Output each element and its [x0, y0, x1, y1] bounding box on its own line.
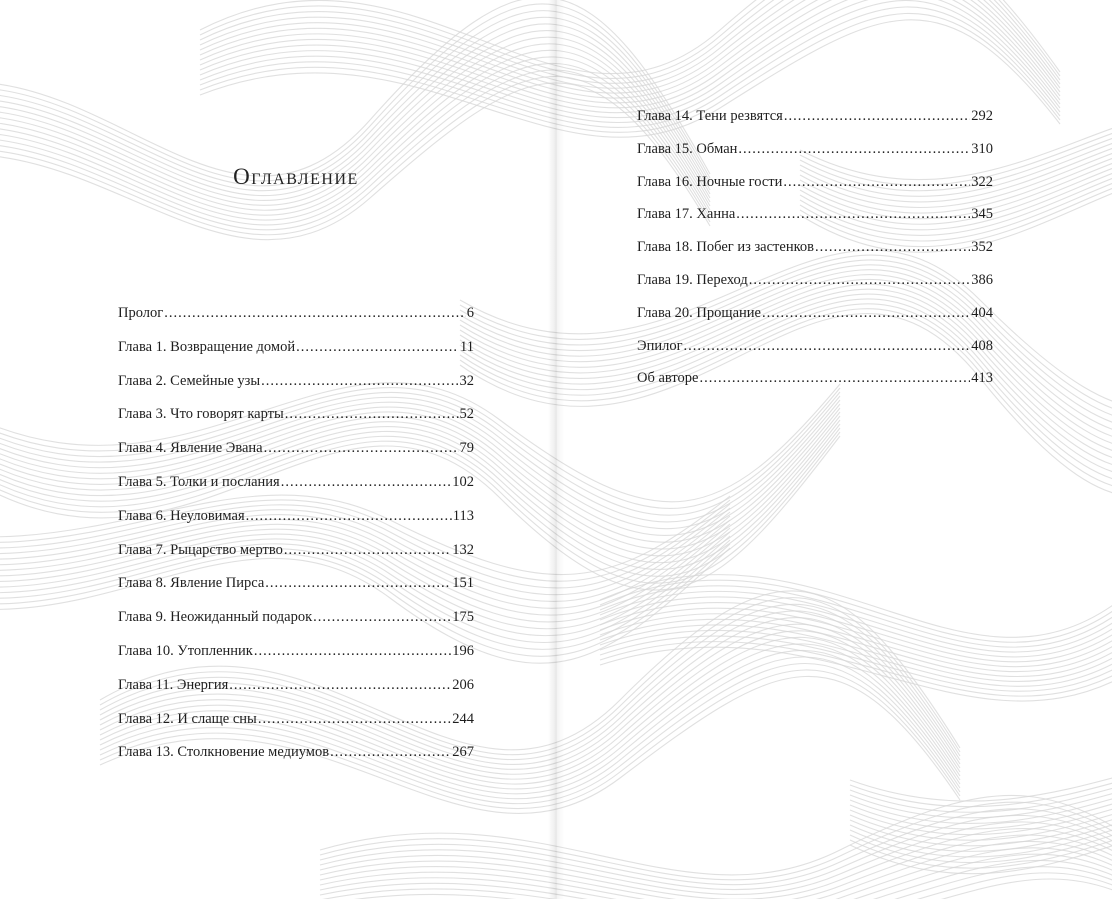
toc-entry-page: 292 [971, 108, 993, 124]
dot-leader [684, 338, 971, 355]
toc-entry [637, 141, 993, 174]
toc-entry-page: 32 [459, 372, 474, 389]
toc-right-page [637, 108, 993, 403]
toc-entry [637, 206, 993, 239]
toc-entry [118, 609, 474, 643]
toc-entry-label: Глава 12. И слаще сны [118, 710, 257, 727]
dot-leader [783, 174, 970, 191]
dot-leader [313, 609, 451, 626]
toc-entry-label: Глава 11. Энергия [118, 676, 229, 693]
toc-entry-page: 102 [452, 473, 474, 490]
toc-entry-label: Глава 10. Утопленник [118, 642, 253, 659]
toc-entry-label: Глава 1. Возвращение домой [118, 338, 296, 355]
toc-entry-label: Глава 15. Обман [637, 140, 738, 157]
toc-entry-page: 322 [971, 173, 993, 190]
toc-entry-page: 79 [459, 440, 474, 457]
pattern-line [320, 795, 1112, 874]
toc-entry-page: 310 [971, 140, 993, 157]
toc-entry-label: Глава 16. Ночные гости [637, 173, 783, 190]
toc-entry [118, 542, 474, 576]
dot-leader [749, 272, 971, 289]
toc-entry-label: Глава 19. Переход [637, 271, 748, 288]
toc-entry-page: 175 [452, 609, 474, 626]
toc-entry [118, 508, 474, 542]
toc-entry-page: 113 [452, 507, 474, 524]
toc-entry-page: 404 [971, 304, 993, 321]
dot-leader [738, 141, 970, 158]
toc-entry-page: 6 [466, 305, 474, 321]
pattern-line [320, 815, 1112, 889]
toc-entry-page: 151 [452, 575, 474, 592]
dot-leader [265, 575, 451, 592]
dot-leader [784, 108, 970, 125]
dot-leader [229, 677, 451, 694]
toc-entry-label: Глава 3. Что говорят карты [118, 406, 284, 423]
dot-leader [264, 440, 459, 457]
toc-entry-label: Эпилог [637, 337, 683, 354]
toc-entry-label: Глава 5. Толки и послания [118, 473, 280, 490]
pattern-line [600, 603, 1112, 701]
toc-entry-label: Глава 6. Неуловимая [118, 507, 245, 524]
pattern-line [600, 518, 1112, 637]
toc-entry-label: Глава 8. Явление Пирса [118, 575, 265, 592]
toc-entry [118, 305, 474, 339]
toc-entry-label: Глава 7. Рыцарство мертво [118, 541, 283, 558]
toc-entry-page: 267 [452, 744, 474, 761]
toc-left-page [118, 305, 474, 778]
dot-leader [762, 305, 970, 322]
dot-leader [699, 370, 970, 387]
toc-entry-page: 244 [452, 710, 474, 727]
toc-entry-page: 206 [452, 676, 474, 693]
toc-entry-page: 352 [971, 239, 993, 256]
dot-leader [284, 542, 451, 559]
toc-entry [637, 272, 993, 305]
toc-entry-label: Глава 14. Тени резвятся [637, 108, 783, 124]
pattern-line [0, 83, 710, 240]
toc-entry-page: 386 [971, 271, 993, 288]
pattern-line [200, 0, 1060, 88]
toc-entry [637, 305, 993, 338]
toc-entry [118, 643, 474, 677]
dot-leader [261, 373, 458, 390]
dot-leader [258, 711, 451, 728]
pattern-line [600, 525, 1112, 642]
dot-leader [815, 239, 970, 256]
dot-leader [296, 339, 459, 356]
pattern-line [320, 802, 1112, 880]
toc-entry [118, 575, 474, 609]
toc-entry [118, 406, 474, 440]
toc-entry [118, 339, 474, 373]
toc-entry-page: 132 [452, 541, 474, 558]
toc-entry [118, 744, 474, 778]
toc-entry [637, 370, 993, 403]
pattern-line [0, 77, 710, 235]
pattern-line [0, 70, 710, 230]
toc-entry [118, 677, 474, 711]
dot-leader [330, 744, 451, 761]
toc-entry-label: Глава 17. Ханна [637, 206, 736, 223]
toc-entry-label: Глава 2. Семейные узы [118, 372, 261, 389]
toc-entry [637, 338, 993, 371]
toc-entry [118, 440, 474, 474]
pattern-line [200, 0, 1060, 98]
toc-entry-page: 196 [452, 642, 474, 659]
toc-entry-label: Глава 18. Побег из застенков [637, 239, 814, 256]
toc-entry-page: 345 [971, 206, 993, 223]
toc-entry [637, 108, 993, 141]
pattern-line [0, 57, 710, 220]
toc-entry [637, 174, 993, 207]
page-title: Оглавление [233, 164, 359, 189]
toc-entry-label: Глава 13. Столкновение медиумов [118, 744, 330, 761]
toc-entry-label: Пролог [118, 305, 164, 321]
toc-entry [118, 711, 474, 745]
toc-entry-page: 11 [460, 338, 474, 355]
toc-entry-label: Об авторе [637, 370, 699, 387]
dot-leader [281, 474, 452, 491]
toc-entry-label: Глава 4. Явление Эвана [118, 440, 263, 457]
dot-leader [285, 406, 459, 423]
dot-leader [246, 508, 452, 525]
book-spine-gutter [548, 0, 564, 899]
pattern-line [200, 0, 1060, 93]
dot-leader [254, 643, 451, 660]
toc-entry-page: 413 [971, 370, 993, 387]
dot-leader [164, 305, 466, 322]
toc-entry-label: Глава 9. Неожиданный подарок [118, 609, 313, 626]
dot-leader [736, 206, 970, 223]
toc-entry-page: 408 [971, 337, 993, 354]
toc-entry [118, 373, 474, 407]
toc-entry-page: 52 [459, 406, 474, 423]
toc-entry [118, 474, 474, 508]
toc-entry [637, 239, 993, 272]
toc-entry-label: Глава 20. Прощание [637, 304, 761, 321]
